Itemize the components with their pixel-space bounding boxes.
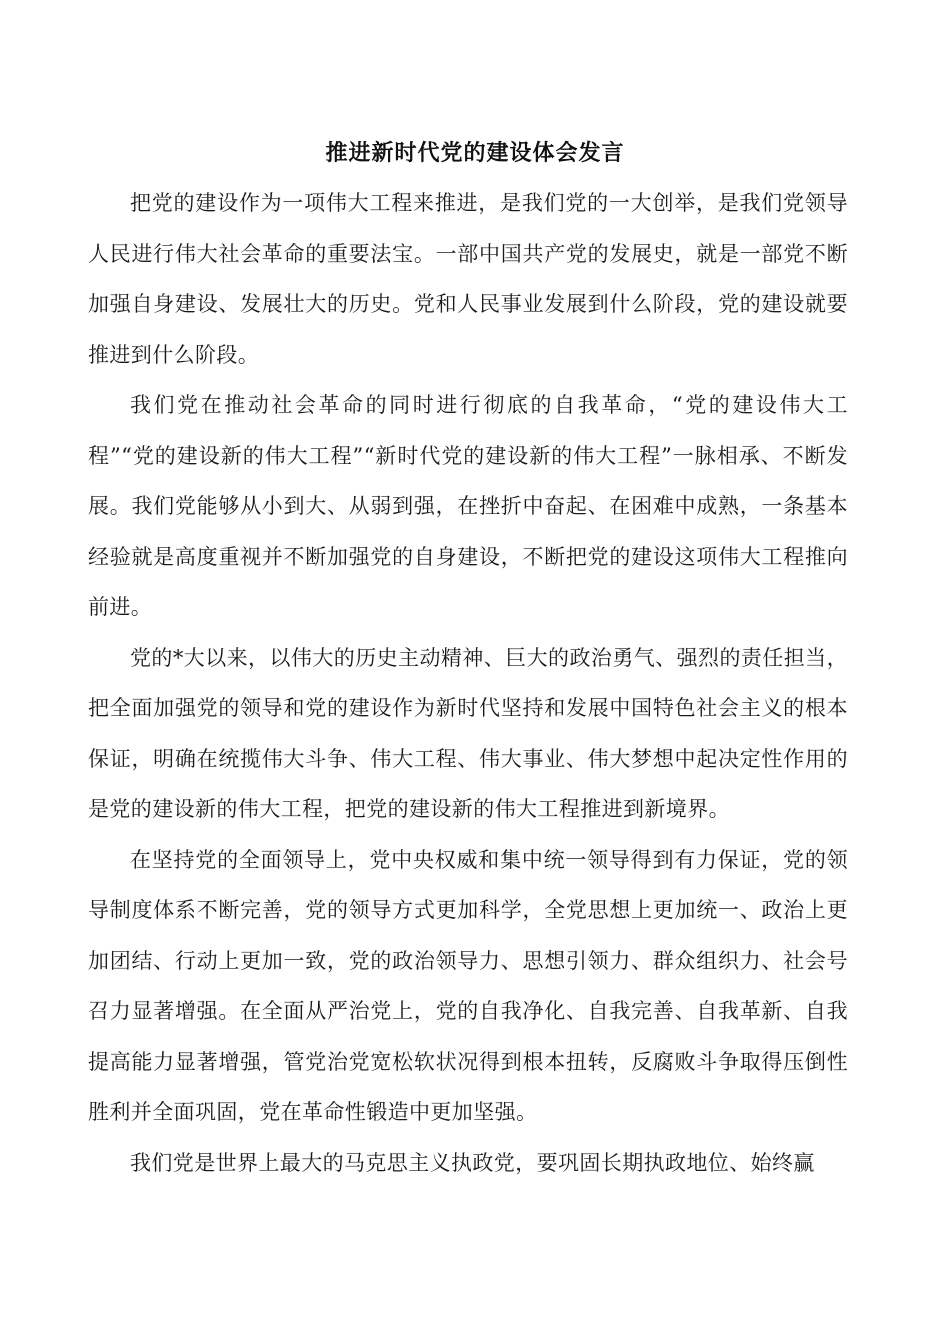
paragraph: 我们党是世界上最大的马克思主义执政党，要巩固长期执政地位、始终赢 [130,1150,815,1175]
document-title: 推进新时代党的建设体会发言 [325,140,625,166]
paragraph: 我们党在推动社会革命的同时进行彻底的自我革命，“党的建设伟大工程”“党的建设新的伟大工程”“新时代党的建设新的伟大工程”一脉相承、不断发展。我们党能够从小到大、从弱到强，在挫折中奋起、在困难中成熟，一条基本经验就是高度重视并不断加强党的自身建设，不断把党的建设这项伟大工程推向前进。 [88,393,848,619]
document-body [88,178,848,1188]
paragraph: 把党的建设作为一项伟大工程来推进，是我们党的一大创举，是我们党领导人民进行伟大社会革命的重要法宝。一部中国共产党的发展史，就是一部党不断加强自身建设、发展壮大的历史。党和人民事业发展到什么阶段，党的建设就要推进到什么阶段。 [88,191,848,367]
paragraph: 在坚持党的全面领导上，党中央权威和集中统一领导得到有力保证，党的领导制度体系不断完善，党的领导方式更加科学，全党思想上更加统一、政治上更加团结、行动上更加一致，党的政治领导力、思想引领力、群众组织力、社会号召力显著增强。在全面从严治党上，党的自我净化、自我完善、自我革新、自我提高能力显著增强，管党治党宽松软状况得到根本扭转，反腐败斗争取得压倒性胜利并全面巩固，党在革命性锻造中更加坚强。 [88,847,848,1124]
paragraph: 党的*大以来，以伟大的历史主动精神、巨大的政治勇气、强烈的责任担当，把全面加强党的领导和党的建设作为新时代坚持和发展中国特色社会主义的根本保证，明确在统揽伟大斗争、伟大工程、伟大事业、伟大梦想中起决定性作用的是党的建设新的伟大工程，把党的建设新的伟大工程推进到新境界。 [88,645,848,821]
